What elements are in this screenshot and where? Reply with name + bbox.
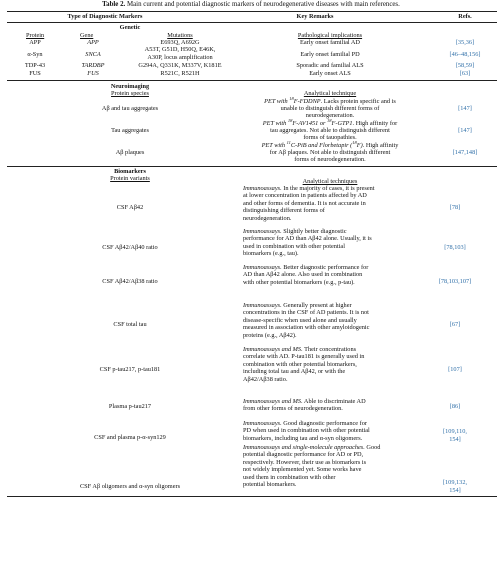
gen-gene-app: APP (87, 39, 99, 46)
genetic-sub-mutations: Mutations (167, 32, 193, 39)
header-key-remarks: Key Remarks (296, 13, 334, 20)
bio-refs-total-tau[interactable]: [67] (449, 321, 461, 328)
table-label: Table 2. (102, 1, 126, 8)
genetic-sub-gene: Gene (80, 32, 94, 39)
gen-remark-fus: Early onset ALS (309, 70, 351, 77)
biomarkers-technique: Analytical techniques (302, 178, 358, 185)
gen-remark-asyn: Early onset familial PD (300, 51, 360, 58)
bio-variant-plasma-ptau217: Plasma p-tau217 (108, 403, 152, 410)
gen-protein-app: APP (29, 39, 41, 46)
bio-variant-pasyn129: CSF and plasma p-α-syn129 (94, 434, 166, 441)
genetic-sub-protein: Protein (26, 32, 45, 39)
biomarkers-title: Biomarkers (114, 168, 146, 175)
gen-protein-fus: FUS (29, 70, 41, 77)
bio-refs-oligomers-2[interactable]: 154] (449, 487, 461, 494)
bio-refs-pasyn129-1[interactable]: [109,110, (443, 428, 467, 435)
gen-gene-snca: SNCA (85, 51, 101, 58)
gen-refs-fus[interactable]: [63] (459, 70, 471, 77)
img-remark-ab-l3: forms of neurodegeneration. (294, 156, 366, 163)
bio-remark-ab42-ab38: Immunoassays. Better diagnostic performance for AD than Aβ42 alone. Also used in combination with other potential biomarkers (e.g., p-tau). (243, 264, 369, 286)
gen-mutations-fus: R521C, R521H (160, 70, 200, 77)
biomarkers-subtitle: Protein variants (110, 175, 150, 182)
table-caption-text: Main current and potential diagnostic markers of neurodegenerative diseases with main references. (127, 1, 400, 8)
table-caption (0, 0, 502, 9)
img-refs-ab[interactable]: [147,148] (452, 149, 478, 156)
neuroimaging-rule (7, 166, 497, 167)
bio-variant-oligomers: CSF Aβ oligomers and α-syn oligomers (79, 483, 181, 490)
img-species-abtau: Aβ and tau aggregates (101, 105, 159, 112)
bio-variant-ab42-ab40: CSF Aβ42/Aβ40 ratio (102, 244, 158, 251)
bio-refs-pasyn129-2[interactable]: 154] (449, 436, 461, 443)
bio-variant-ab42-ab38: CSF Aβ42/Aβ38 ratio (102, 278, 158, 285)
genetic-sub-implications: Pathological implications (297, 32, 363, 39)
bottom-rule (7, 496, 497, 497)
img-remark-abtau-l2: unable to distinguish different forms of (280, 105, 380, 112)
img-remark-tau-l1: PET with $^{18}$F-AV1451 or $^{18}$F-GTP1. High affinity for (262, 117, 398, 127)
bio-refs-csf-ab42[interactable]: [78] (449, 204, 461, 211)
header-type: Type of Diagnostic Markers (67, 13, 143, 20)
bio-remark-total-tau: Immunoassays. Generally present at higher concentrations in the CSF of AD patients. It is not disease-specific when used alone and usually measured in association with other amyloidogenic proteins (e.g., Aβ42). (243, 302, 370, 339)
bio-refs-ptau[interactable]: [107] (448, 366, 462, 373)
img-species-abplaques: Aβ plaques (115, 149, 145, 156)
bio-variant-csf-ab42: CSF Aβ42 (116, 204, 144, 211)
img-remark-ab-l2: for Aβ plaques. Not able to distinguish different (269, 149, 391, 156)
img-refs-abtau[interactable]: [147] (458, 105, 472, 112)
gen-protein-tdp43: TDP-43 (24, 62, 46, 69)
bio-refs-ab42-ab40[interactable]: [78,103] (444, 244, 466, 251)
neuroimaging-title: Neuroimaging (110, 83, 150, 90)
bio-remark-ab42-ab40: Immunoassays. Slightly better diagnostic performance for AD than Aβ42 alone. Usually, it is used in combination with other potential biomarkers (e.g., tau). (243, 228, 372, 258)
bio-remark-plasma-ptau217: Immunoassays and MS. Able to discriminate AD from other forms of neurodegeneration. (243, 398, 366, 413)
img-remark-ab-l1: PET with $^{11}$C-PiB and Florbetapir ($^{18}$F). High affinity (261, 139, 399, 149)
img-remark-abtau-l1: PET with $^{18}$F-FDDNP. Lacks protein specific and is (264, 95, 396, 105)
gen-remark-tdp43: Sporadic and familial ALS (296, 62, 364, 69)
header-refs: Refs. (458, 13, 472, 20)
gen-remark-app: Early onset familial AD (300, 39, 360, 46)
img-remark-abtau-l3: neurodegeneration. (305, 112, 355, 119)
img-refs-tau[interactable]: [147] (458, 127, 472, 134)
bio-remark-oligomers: Immunoassays and single-molecule approaches. Good potential diagnostic performance for AD or PD, respectively. However, their use as biomarkers is not widely implemented yet. Some works have used them in combination with other potential biomarkers. (243, 444, 381, 489)
top-rule (7, 11, 497, 12)
header-rule (7, 22, 497, 23)
gen-mutations-asyn-1: A53T, G51D, H50Q, E46K, (144, 46, 216, 53)
gen-refs-tdp43[interactable]: [58,59] (455, 62, 475, 69)
img-species-tau: Tau aggregates (111, 127, 149, 134)
bio-refs-ab42-ab38[interactable]: [78,103,107] (438, 278, 472, 285)
gen-gene-fus: FUS (87, 70, 99, 77)
img-remark-tau-l3: forms of tauopathies. (303, 134, 357, 141)
img-remark-tau-l2: tau aggregates. Not able to distinguish different (270, 127, 390, 134)
genetic-title: Genetic (119, 24, 141, 31)
gen-refs-asyn[interactable]: [46–48,156] (449, 51, 481, 58)
genetic-rule (7, 80, 497, 81)
bio-refs-plasma-ptau217[interactable]: [86] (449, 403, 461, 410)
gen-gene-tardbp: TARDBP (81, 62, 105, 69)
bio-refs-oligomers-1[interactable]: [109,132, (442, 479, 468, 486)
gen-mutations-asyn-2: A30P, locus amplification (147, 54, 213, 61)
bio-variant-total-tau: CSF total tau (113, 321, 147, 328)
gen-refs-app[interactable]: [35,36] (455, 39, 475, 46)
bio-variant-ptau: CSF p-tau217, p-tau181 (99, 366, 161, 373)
neuroimaging-technique: Analytical technique (303, 90, 357, 97)
bio-remark-csf-ab42: Immunoassays. In the majority of cases, it is present at lower concentration in patients affected by AD and other forms of dementia. It is not accurate in distinguishing different forms of neurodegeneration. (243, 185, 375, 222)
bio-remark-ptau: Immunoassays and MS. Their concentrations correlate with AD. P-tau181 is generally used in combination with other potential biomarkers, including total tau and Aβ42, or with the Aβ42/Aβ38 ratio. (243, 346, 365, 383)
gen-mutations-tdp43: G294A, Q331K, M337V, K181E (138, 62, 222, 69)
gen-mutations-app: E693Q, A692G (160, 39, 200, 46)
bio-remark-pasyn129: Immunoassays. Good diagnostic performance for PD when used in combination with other potential biomarkers, including tau and α-syn oligomers. (243, 420, 370, 442)
neuroimaging-subtitle: Protein species (111, 90, 149, 97)
gen-protein-asyn: α-Syn (27, 51, 43, 58)
